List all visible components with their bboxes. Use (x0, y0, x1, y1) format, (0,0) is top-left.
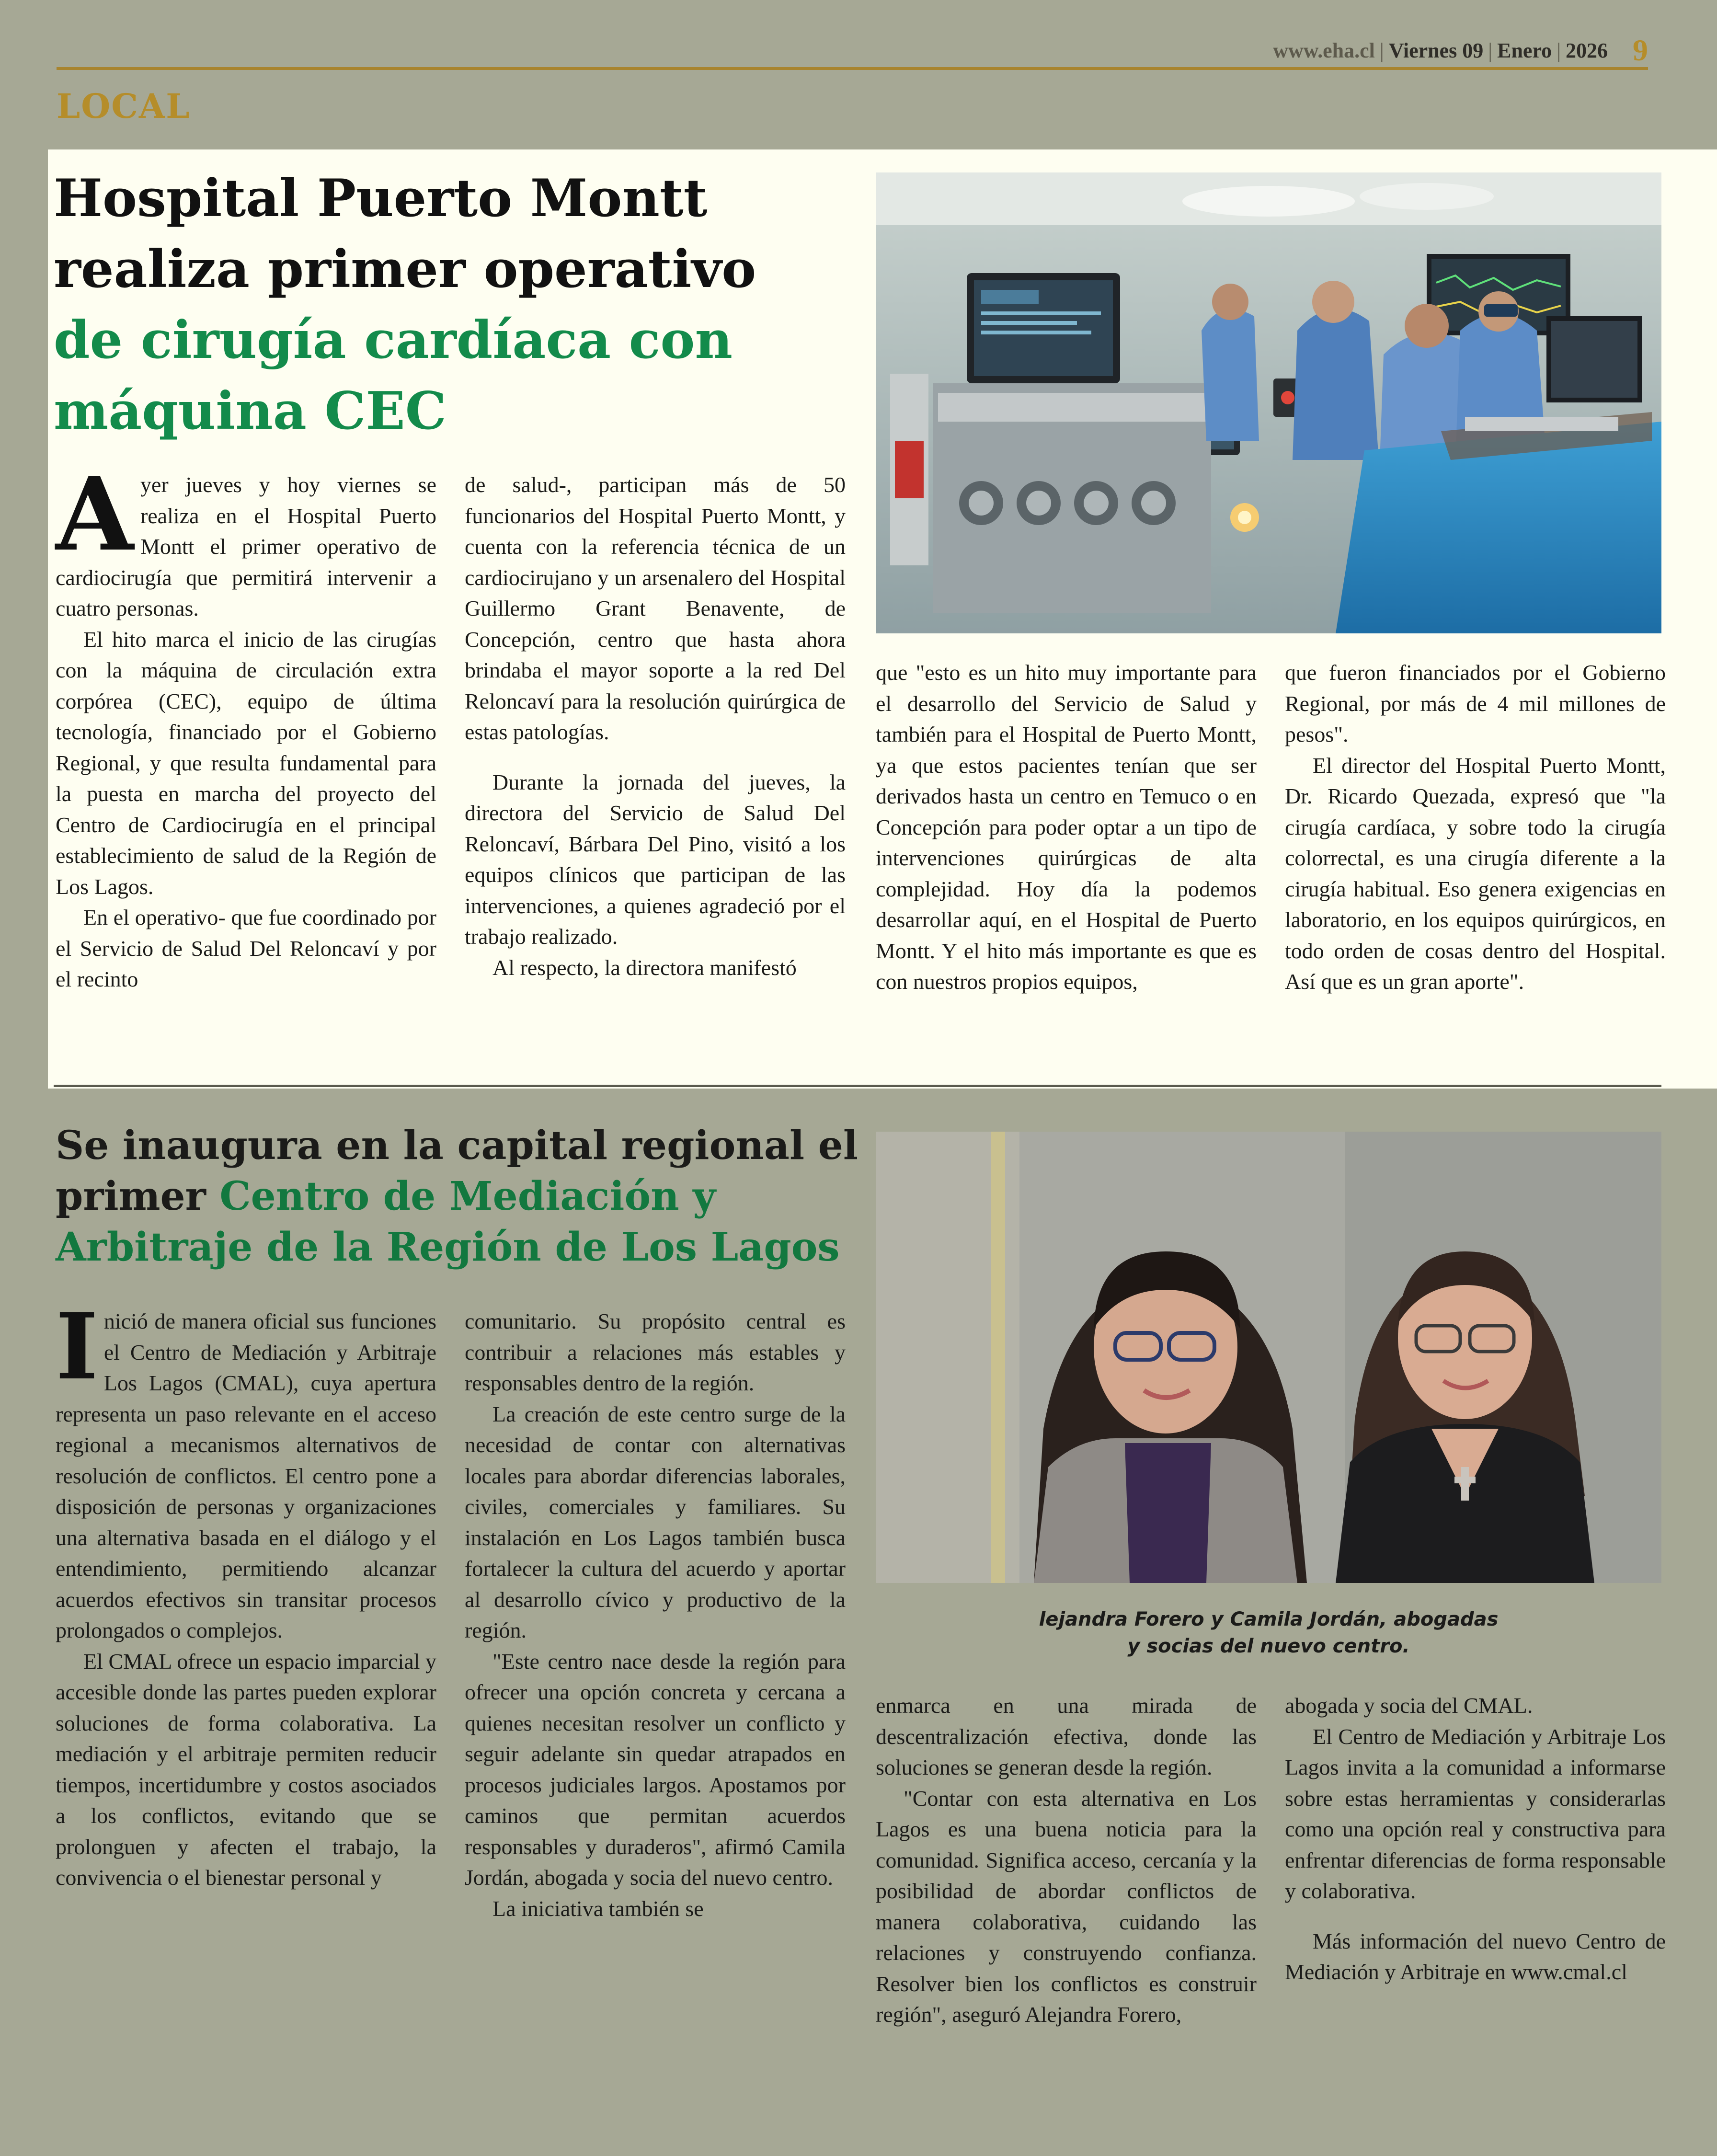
article-2-col-2 (465, 1306, 846, 1924)
article-divider (54, 1085, 1661, 1087)
paragraph: El director del Hospital Puerto Montt, Dr. Ricardo Quezada, expresó que "la cirugía cardíaca, y sobre todo la cirugía colorrectal, es una cirugía diferente a la cirugía habitual. Eso genera exigencias en laboratorio, en los equipos quirúrgicos, en todo orden de cosas dentro del Hospital. Así que es un gran aporte". (1285, 753, 1666, 994)
paragraph: En el operativo- que fue coordinado por el Servicio de Salud Del Reloncaví y por el recinto (56, 905, 436, 991)
paragraph: Durante la jornada del jueves, la directora del Servicio de Salud Del Reloncaví, Bárbara Del Pino, visitó a los equipos clínicos que participan de las intervenciones, a quienes agradeció por el trabajo realizado. (465, 769, 846, 949)
paragraph: El hito marca el inicio de las cirugías con la máquina de circulación extra corpórea (CEC), equipo de última tecnología, financiado por el Gobierno Regional, y que resulta fundamental para la puesta en marcha del proyecto del Centro de Cardiocirugía en el principal establecimiento de salud de la Región de Los Lagos. (56, 627, 436, 899)
caption-line: lejandra Forero y Camila Jordán, abogadas (1039, 1608, 1499, 1630)
paragraph: "Este centro nace desde la región para ofrecer una opción concreta y cercana a quienes necesitan resolver un conflicto y seguir adelante sin quedar atrapados en procesos judiciales largos. Apostamos por caminos que permitan acuerdos responsables y duraderos", afirmó Camila Jordán, abogada y socia del nuevo centro. (465, 1649, 846, 1890)
lawyers-portrait-photo (876, 1132, 1661, 1583)
paragraph: de salud-, participan más de 50 funcionarios del Hospital Puerto Montt, y cuenta con la referencia técnica de un cardiocirujano y un arsenalero del Hospital Guillermo Grant Benavente, de Concepción, centro que hasta ahora brindaba el mayor soporte a la red Del Reloncaví para la resolución quirúrgica de estas patologías. (465, 472, 846, 744)
headline-part-dark: Se inaugura en la capital regional el primer (56, 1123, 858, 1219)
drop-cap: A (56, 455, 134, 573)
paragraph: La creación de este centro surge de la necesidad de contar con alternativas locales para abordar diferencias laborales, civiles, comerciales y familiares. Su instalación en Los Lagos también busca fortalecer la cultura del acuerdo y aportar al desarrollo cívico y productivo de la región. (465, 1401, 846, 1642)
paragraph: El CMAL ofrece un espacio imparcial y accesible donde las partes pueden explorar soluciones de forma colaborativa. La mediación y el arbitraje permiten reducir tiempos, incertidumbre y costos asociados a los conflictos, evitando que se prolonguen y afecten el trabajo, la convivencia o el bienestar personal y (56, 1649, 436, 1890)
separator: | (1557, 38, 1561, 62)
paragraph: nició de manera oficial sus funciones el Centro de Mediación y Arbitraje Los Lagos (CMAL), cuya apertura representa un paso relevante en el acceso regional a mecanismos alternativos de resolución de conflictos. El centro pone a disposición de personas y organizaciones una alternativa basada en el diálogo y el entendimiento, permitiendo alcanzar acuerdos efectivos sin transitar procesos prolongados o complejos. (56, 1309, 436, 1642)
paragraph: La iniciativa también se (492, 1896, 704, 1921)
paragraph: "Contar con esta alternativa en Los Lagos es una buena noticia para la comunidad. Significa acceso, cercanía y la posibilidad de abordar conflictos de manera colaborativa, cuidando las relaciones y construyendo confianza. Resolver bien los conflictos es construir región", aseguró Alejandra Forero, (876, 1786, 1257, 2027)
paragraph: Más información del nuevo Centro de Mediación y Arbitraje en www.cmal.cl (1285, 1928, 1666, 1984)
article-2-col-1 (56, 1293, 436, 1893)
site-url[interactable]: www.eha.cl (1273, 38, 1375, 62)
paragraph: enmarca en una mirada de descentralización efectiva, donde las soluciones se generan desde la región. (876, 1693, 1257, 1779)
paragraph: que "esto es un hito muy importante para el desarrollo del Servicio de Salud y también para el Hospital de Puerto Montt, ya que estos pacientes tenían que ser derivados hasta un centro en Temuco o en Concepción para poder optar a un tipo de intervenciones quirúrgicas de alta complejidad. Hoy día la podemos desarrollar aquí, en el Hospital de Puerto Montt. Y el hito más importante es que es con nuestros propios equipos, (876, 660, 1257, 994)
operating-room-photo (876, 172, 1661, 633)
article-2-col-4 (1285, 1690, 1666, 1988)
headline-line-dark: Hospital Puerto Montt realiza primer operativo (54, 168, 756, 299)
section-label: LOCAL (57, 86, 191, 126)
paragraph: yer jueves y hoy viernes se realiza en el Hospital Puerto Montt el primer operativo de cardiocirugía que permitirá intervenir a cuatro personas. (56, 472, 436, 620)
caption-line: y socias del nuevo centro. (1127, 1635, 1410, 1657)
header-month: Enero (1497, 38, 1552, 62)
article-2-headline (56, 1120, 870, 1273)
article-1-col-1 (56, 455, 436, 995)
header-day: Viernes 09 (1388, 38, 1484, 62)
paragraph: abogada y socia del CMAL. (1285, 1693, 1533, 1718)
header-rule (57, 67, 1648, 70)
paragraph: Al respecto, la directora manifestó (492, 955, 797, 980)
article-1-col-3 (876, 657, 1257, 998)
article-1-col-4 (1285, 657, 1666, 998)
paragraph: comunitario. Su propósito central es contribuir a relaciones más estables y responsables dentro de la región. (465, 1309, 846, 1395)
page-header (57, 34, 1648, 67)
article-1-col-2 (465, 470, 846, 983)
headline-line-green: de cirugía cardíaca con máquina CEC (54, 310, 733, 441)
header-year: 2026 (1566, 38, 1608, 62)
paragraph: que fueron financiados por el Gobierno Regional, por más de 4 mil millones de pesos". (1285, 660, 1666, 746)
drop-cap: I (56, 1293, 98, 1400)
photo-caption (876, 1606, 1661, 1660)
paragraph: El Centro de Mediación y Arbitraje Los Lagos invita a la comunidad a informarse sobre estas herramientas y considerarlas como una opción real y constructiva para enfrentar diferencias de forma responsable y colaborativa. (1285, 1724, 1666, 1903)
article-1-headline (54, 163, 839, 447)
article-2-col-3 (876, 1690, 1257, 2030)
headline-part-green: Centro de Mediación y Arbitraje de la Región de Los Lagos (56, 1173, 840, 1270)
page-number: 9 (1633, 33, 1648, 67)
separator: | (1488, 38, 1493, 62)
separator: | (1379, 38, 1384, 62)
